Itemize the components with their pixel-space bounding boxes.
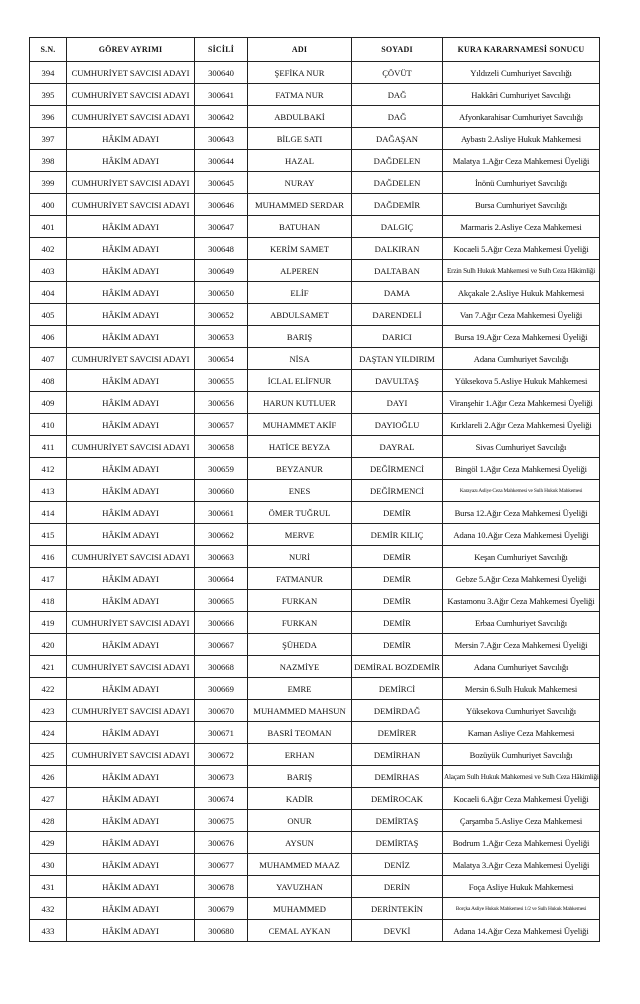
cell-soyadi: DEMİR [352,502,443,524]
cell-kura-sonucu: Mersin 7.Ağır Ceza Mahkemesi Üyeliği [443,634,600,656]
table-row [30,414,600,436]
cell-sn: 428 [30,810,67,832]
table-row [30,282,600,304]
cell-sicili: 300647 [195,216,248,238]
table-row [30,150,600,172]
table-row [30,194,600,216]
cell-kura-sonucu: Adana Cumhuriyet Savcılığı [443,348,600,370]
cell-adi: CEMAL AYKAN [248,920,352,942]
cell-soyadi: DAYIOĞLU [352,414,443,436]
cell-sn: 410 [30,414,67,436]
cell-adi: BARIŞ [248,766,352,788]
cell-adi: ALPEREN [248,260,352,282]
cell-sicili: 300661 [195,502,248,524]
cell-adi: BASRİ TEOMAN [248,722,352,744]
cell-kura-sonucu: Marmaris 2.Asliye Ceza Mahkemesi [443,216,600,238]
cell-gorev-ayrimi: HÂKİM ADAYI [67,634,195,656]
cell-sn: 407 [30,348,67,370]
cell-sicili: 300662 [195,524,248,546]
cell-kura-sonucu: Van 7.Ağır Ceza Mahkemesi Üyeliği [443,304,600,326]
cell-sicili: 300657 [195,414,248,436]
cell-gorev-ayrimi: HÂKİM ADAYI [67,810,195,832]
cell-soyadi: DALKIRAN [352,238,443,260]
table-row [30,656,600,678]
table-row [30,832,600,854]
table-row [30,744,600,766]
cell-gorev-ayrimi: CUMHURİYET SAVCISI ADAYI [67,744,195,766]
cell-gorev-ayrimi: CUMHURİYET SAVCISI ADAYI [67,436,195,458]
cell-soyadi: DERİN [352,876,443,898]
cell-soyadi: ÇÖVÜT [352,62,443,84]
cell-gorev-ayrimi: HÂKİM ADAYI [67,282,195,304]
cell-kura-sonucu: Borçka Asliye Hukuk Mahkemesi 1/2 ve Sulh Hukuk Mahkemesi [443,898,600,920]
cell-soyadi: DAŞTAN YILDIRIM [352,348,443,370]
cell-gorev-ayrimi: HÂKİM ADAYI [67,480,195,502]
cell-kura-sonucu: Kastamonu 3.Ağır Ceza Mahkemesi Üyeliği [443,590,600,612]
cell-soyadi: DAYRAL [352,436,443,458]
cell-gorev-ayrimi: HÂKİM ADAYI [67,590,195,612]
cell-kura-sonucu: Bursa 12.Ağır Ceza Mahkemesi Üyeliği [443,502,600,524]
header-adi: ADI [248,38,352,62]
table-row [30,546,600,568]
cell-soyadi: DEMİRTAŞ [352,832,443,854]
cell-sn: 427 [30,788,67,810]
cell-adi: BEYZANUR [248,458,352,480]
cell-adi: ERHAN [248,744,352,766]
cell-sicili: 300677 [195,854,248,876]
cell-kura-sonucu: Aybastı 2.Asliye Hukuk Mahkemesi [443,128,600,150]
cell-adi: FURKAN [248,590,352,612]
cell-sicili: 300665 [195,590,248,612]
cell-gorev-ayrimi: HÂKİM ADAYI [67,304,195,326]
cell-adi: ŞEFİKA NUR [248,62,352,84]
cell-kura-sonucu: Viranşehir 1.Ağır Ceza Mahkemesi Üyeliği [443,392,600,414]
cell-adi: MUHAMMET AKİF [248,414,352,436]
cell-sn: 420 [30,634,67,656]
table-row [30,392,600,414]
cell-sicili: 300655 [195,370,248,392]
cell-adi: YAVUZHAN [248,876,352,898]
cell-sicili: 300643 [195,128,248,150]
cell-adi: BARIŞ [248,326,352,348]
cell-kura-sonucu: Sivas Cumhuriyet Savcılığı [443,436,600,458]
cell-sicili: 300652 [195,304,248,326]
cell-gorev-ayrimi: HÂKİM ADAYI [67,150,195,172]
cell-kura-sonucu: Erzin Sulh Hukuk Mahkemesi ve Sulh Ceza Hâkimliği [443,260,600,282]
table-row [30,568,600,590]
cell-soyadi: DARENDELİ [352,304,443,326]
cell-kura-sonucu: İnönü Cumhuriyet Savcılığı [443,172,600,194]
cell-sn: 425 [30,744,67,766]
cell-adi: ENES [248,480,352,502]
cell-adi: ABDULBAKİ [248,106,352,128]
cell-sicili: 300644 [195,150,248,172]
cell-sicili: 300650 [195,282,248,304]
cell-soyadi: DEMİRTAŞ [352,810,443,832]
cell-sn: 399 [30,172,67,194]
cell-adi: HARUN KUTLUER [248,392,352,414]
cell-sn: 402 [30,238,67,260]
cell-soyadi: DAĞDEMİR [352,194,443,216]
cell-soyadi: DEMİRAL BOZDEMİR [352,656,443,678]
cell-gorev-ayrimi: CUMHURİYET SAVCISI ADAYI [67,84,195,106]
cell-gorev-ayrimi: HÂKİM ADAYI [67,260,195,282]
cell-gorev-ayrimi: HÂKİM ADAYI [67,678,195,700]
cell-sicili: 300667 [195,634,248,656]
cell-sn: 409 [30,392,67,414]
cell-adi: EMRE [248,678,352,700]
cell-soyadi: DALTABAN [352,260,443,282]
header-sicili: SİCİLİ [195,38,248,62]
cell-soyadi: DENİZ [352,854,443,876]
cell-adi: NAZMİYE [248,656,352,678]
cell-gorev-ayrimi: CUMHURİYET SAVCISI ADAYI [67,612,195,634]
cell-sn: 413 [30,480,67,502]
cell-adi: FURKAN [248,612,352,634]
cell-sn: 417 [30,568,67,590]
cell-gorev-ayrimi: CUMHURİYET SAVCISI ADAYI [67,194,195,216]
cell-adi: FATMANUR [248,568,352,590]
cell-sicili: 300664 [195,568,248,590]
cell-sn: 400 [30,194,67,216]
cell-kura-sonucu: Kocaeli 5.Ağır Ceza Mahkemesi Üyeliği [443,238,600,260]
cell-kura-sonucu: Mersin 6.Sulh Hukuk Mahkemesi [443,678,600,700]
cell-kura-sonucu: Bingöl 1.Ağır Ceza Mahkemesi Üyeliği [443,458,600,480]
cell-sn: 412 [30,458,67,480]
cell-sicili: 300671 [195,722,248,744]
table-row [30,612,600,634]
cell-gorev-ayrimi: CUMHURİYET SAVCISI ADAYI [67,62,195,84]
cell-gorev-ayrimi: HÂKİM ADAYI [67,920,195,942]
cell-adi: FATMA NUR [248,84,352,106]
header-gorev-ayrimi: GÖREV AYRIMI [67,38,195,62]
cell-adi: NİSA [248,348,352,370]
cell-kura-sonucu: Yüksekova Cumhuriyet Savcılığı [443,700,600,722]
cell-sicili: 300648 [195,238,248,260]
cell-adi: İCLAL ELİFNUR [248,370,352,392]
table-row [30,700,600,722]
cell-sn: 403 [30,260,67,282]
table-row [30,876,600,898]
cell-gorev-ayrimi: CUMHURİYET SAVCISI ADAYI [67,348,195,370]
header-sn: S.N. [30,38,67,62]
cell-kura-sonucu: Bodrum 1.Ağır Ceza Mahkemesi Üyeliği [443,832,600,854]
cell-adi: KADİR [248,788,352,810]
cell-kura-sonucu: Foça Asliye Hukuk Mahkemesi [443,876,600,898]
cell-adi: NURİ [248,546,352,568]
cell-kura-sonucu: Hakkâri Cumhuriyet Savcılığı [443,84,600,106]
cell-adi: ONUR [248,810,352,832]
cell-gorev-ayrimi: HÂKİM ADAYI [67,458,195,480]
cell-sicili: 300676 [195,832,248,854]
table-row [30,788,600,810]
cell-gorev-ayrimi: HÂKİM ADAYI [67,832,195,854]
cell-soyadi: DARICI [352,326,443,348]
cell-soyadi: DAĞ [352,84,443,106]
cell-soyadi: DERİNTEKİN [352,898,443,920]
cell-adi: HATİCE BEYZA [248,436,352,458]
cell-sicili: 300653 [195,326,248,348]
cell-kura-sonucu: Akçakale 2.Asliye Hukuk Mahkemesi [443,282,600,304]
cell-gorev-ayrimi: HÂKİM ADAYI [67,854,195,876]
table-row [30,172,600,194]
cell-adi: BİLGE SATI [248,128,352,150]
table-header-row [30,38,600,62]
cell-adi: MERVE [248,524,352,546]
cell-sicili: 300649 [195,260,248,282]
cell-sn: 396 [30,106,67,128]
cell-sn: 395 [30,84,67,106]
table-row [30,84,600,106]
cell-kura-sonucu: Keşan Cumhuriyet Savcılığı [443,546,600,568]
cell-kura-sonucu: Bursa 19.Ağır Ceza Mahkemesi Üyeliği [443,326,600,348]
cell-gorev-ayrimi: HÂKİM ADAYI [67,370,195,392]
cell-kura-sonucu: Kırklareli 2.Ağır Ceza Mahkemesi Üyeliği [443,414,600,436]
cell-gorev-ayrimi: HÂKİM ADAYI [67,414,195,436]
cell-sicili: 300656 [195,392,248,414]
cell-sn: 415 [30,524,67,546]
cell-sicili: 300663 [195,546,248,568]
cell-sicili: 300668 [195,656,248,678]
table-row [30,634,600,656]
cell-adi: MUHAMMED SERDAR [248,194,352,216]
header-soyadi: SOYADI [352,38,443,62]
table-row [30,920,600,942]
cell-sicili: 300654 [195,348,248,370]
cell-soyadi: DAĞAŞAN [352,128,443,150]
cell-sn: 416 [30,546,67,568]
cell-soyadi: DEMİRHAN [352,744,443,766]
cell-adi: ŞÜHEDA [248,634,352,656]
cell-sn: 401 [30,216,67,238]
cell-sicili: 300678 [195,876,248,898]
cell-sicili: 300680 [195,920,248,942]
cell-adi: ELİF [248,282,352,304]
cell-gorev-ayrimi: HÂKİM ADAYI [67,766,195,788]
cell-soyadi: DEMİR [352,612,443,634]
cell-sicili: 300666 [195,612,248,634]
table-row [30,216,600,238]
cell-gorev-ayrimi: HÂKİM ADAYI [67,216,195,238]
cell-adi: MUHAMMED MAAZ [248,854,352,876]
cell-gorev-ayrimi: HÂKİM ADAYI [67,898,195,920]
cell-soyadi: DEMİRER [352,722,443,744]
cell-adi: MUHAMMED MAHSUN [248,700,352,722]
cell-sicili: 300659 [195,458,248,480]
cell-sn: 430 [30,854,67,876]
cell-kura-sonucu: Adana 10.Ağır Ceza Mahkemesi Üyeliği [443,524,600,546]
cell-kura-sonucu: Bozüyük Cumhuriyet Savcılığı [443,744,600,766]
cell-sn: 404 [30,282,67,304]
cell-soyadi: DEMİR [352,568,443,590]
cell-gorev-ayrimi: CUMHURİYET SAVCISI ADAYI [67,656,195,678]
table-row [30,436,600,458]
cell-sn: 394 [30,62,67,84]
cell-adi: BATUHAN [248,216,352,238]
header-kura-sonucu: KURA KARARNAMESİ SONUCU [443,38,600,62]
cell-gorev-ayrimi: HÂKİM ADAYI [67,326,195,348]
table-row [30,238,600,260]
cell-sicili: 300642 [195,106,248,128]
table-row [30,810,600,832]
cell-sicili: 300658 [195,436,248,458]
table-row [30,480,600,502]
cell-sn: 424 [30,722,67,744]
cell-gorev-ayrimi: HÂKİM ADAYI [67,568,195,590]
cell-gorev-ayrimi: HÂKİM ADAYI [67,128,195,150]
cell-soyadi: DAVULTAŞ [352,370,443,392]
cell-adi: ABDULSAMET [248,304,352,326]
cell-sn: 431 [30,876,67,898]
table-row [30,304,600,326]
cell-gorev-ayrimi: CUMHURİYET SAVCISI ADAYI [67,106,195,128]
cell-kura-sonucu: Erbaa Cumhuriyet Savcılığı [443,612,600,634]
cell-adi: KERİM SAMET [248,238,352,260]
cell-gorev-ayrimi: CUMHURİYET SAVCISI ADAYI [67,700,195,722]
cell-sn: 429 [30,832,67,854]
cell-gorev-ayrimi: HÂKİM ADAYI [67,502,195,524]
table-row [30,62,600,84]
cell-sn: 433 [30,920,67,942]
table-row [30,260,600,282]
cell-gorev-ayrimi: CUMHURİYET SAVCISI ADAYI [67,172,195,194]
cell-kura-sonucu: Malatya 3.Ağır Ceza Mahkemesi Üyeliği [443,854,600,876]
cell-sicili: 300674 [195,788,248,810]
cell-kura-sonucu: Gebze 5.Ağır Ceza Mahkemesi Üyeliği [443,568,600,590]
table-row [30,678,600,700]
cell-sn: 405 [30,304,67,326]
cell-soyadi: DAMA [352,282,443,304]
cell-gorev-ayrimi: HÂKİM ADAYI [67,876,195,898]
table-row [30,502,600,524]
cell-sicili: 300660 [195,480,248,502]
cell-adi: HAZAL [248,150,352,172]
cell-soyadi: DEMİR [352,634,443,656]
cell-sicili: 300679 [195,898,248,920]
cell-sn: 406 [30,326,67,348]
table-body [30,62,600,942]
cell-soyadi: DAĞ [352,106,443,128]
table-row [30,370,600,392]
cell-kura-sonucu: Adana Cumhuriyet Savcılığı [443,656,600,678]
cell-soyadi: DAĞDELEN [352,172,443,194]
cell-adi: AYSUN [248,832,352,854]
cell-kura-sonucu: Bursa Cumhuriyet Savcılığı [443,194,600,216]
table-row [30,854,600,876]
cell-sicili: 300646 [195,194,248,216]
cell-sn: 411 [30,436,67,458]
cell-kura-sonucu: Yıldızeli Cumhuriyet Savcılığı [443,62,600,84]
cell-kura-sonucu: Kaman Asliye Ceza Mahkemesi [443,722,600,744]
cell-sicili: 300669 [195,678,248,700]
cell-sn: 408 [30,370,67,392]
cell-kura-sonucu: Yüksekova 5.Asliye Hukuk Mahkemesi [443,370,600,392]
cell-sn: 432 [30,898,67,920]
table-row [30,326,600,348]
table-row [30,590,600,612]
cell-sn: 398 [30,150,67,172]
cell-adi: MUHAMMED [248,898,352,920]
table-row [30,898,600,920]
table-row [30,524,600,546]
cell-sicili: 300641 [195,84,248,106]
cell-gorev-ayrimi: HÂKİM ADAYI [67,238,195,260]
cell-soyadi: DEMİR [352,546,443,568]
table-row [30,106,600,128]
cell-soyadi: DEĞİRMENCİ [352,458,443,480]
cell-soyadi: DEMİROCAK [352,788,443,810]
cell-gorev-ayrimi: HÂKİM ADAYI [67,788,195,810]
cell-kura-sonucu: Karayazı Asliye Ceza Mahkemesi ve Sulh Hukuk Mahkemesi [443,480,600,502]
cell-gorev-ayrimi: CUMHURİYET SAVCISI ADAYI [67,546,195,568]
cell-soyadi: DEMİR [352,590,443,612]
cell-soyadi: DEĞİRMENCİ [352,480,443,502]
cell-sicili: 300645 [195,172,248,194]
cell-sn: 414 [30,502,67,524]
cell-sicili: 300672 [195,744,248,766]
cell-adi: ÖMER TUĞRUL [248,502,352,524]
cell-soyadi: DEMİRCİ [352,678,443,700]
cell-kura-sonucu: Afyonkarahisar Cumhuriyet Savcılığı [443,106,600,128]
cell-sicili: 300670 [195,700,248,722]
table-row [30,766,600,788]
cell-sicili: 300673 [195,766,248,788]
cell-sn: 397 [30,128,67,150]
appointment-table [29,37,600,942]
cell-sicili: 300675 [195,810,248,832]
cell-kura-sonucu: Kocaeli 6.Ağır Ceza Mahkemesi Üyeliği [443,788,600,810]
table-row [30,128,600,150]
cell-sicili: 300640 [195,62,248,84]
cell-adi: NURAY [248,172,352,194]
cell-kura-sonucu: Adana 14.Ağır Ceza Mahkemesi Üyeliği [443,920,600,942]
cell-kura-sonucu: Alaçam Sulh Hukuk Mahkemesi ve Sulh Ceza Hâkimliği [443,766,600,788]
table-row [30,722,600,744]
cell-soyadi: DEMİR KILIÇ [352,524,443,546]
cell-sn: 421 [30,656,67,678]
cell-soyadi: DAYI [352,392,443,414]
cell-soyadi: DEMİRHAS [352,766,443,788]
cell-sn: 418 [30,590,67,612]
cell-gorev-ayrimi: HÂKİM ADAYI [67,722,195,744]
cell-soyadi: DALGIÇ [352,216,443,238]
cell-kura-sonucu: Çarşamba 5.Asliye Ceza Mahkemesi [443,810,600,832]
table-row [30,348,600,370]
cell-sn: 422 [30,678,67,700]
cell-sn: 423 [30,700,67,722]
cell-sn: 426 [30,766,67,788]
cell-soyadi: DEVKİ [352,920,443,942]
cell-soyadi: DEMİRDAĞ [352,700,443,722]
cell-soyadi: DAĞDELEN [352,150,443,172]
table-row [30,458,600,480]
cell-kura-sonucu: Malatya 1.Ağır Ceza Mahkemesi Üyeliği [443,150,600,172]
cell-gorev-ayrimi: HÂKİM ADAYI [67,392,195,414]
cell-gorev-ayrimi: HÂKİM ADAYI [67,524,195,546]
cell-sn: 419 [30,612,67,634]
